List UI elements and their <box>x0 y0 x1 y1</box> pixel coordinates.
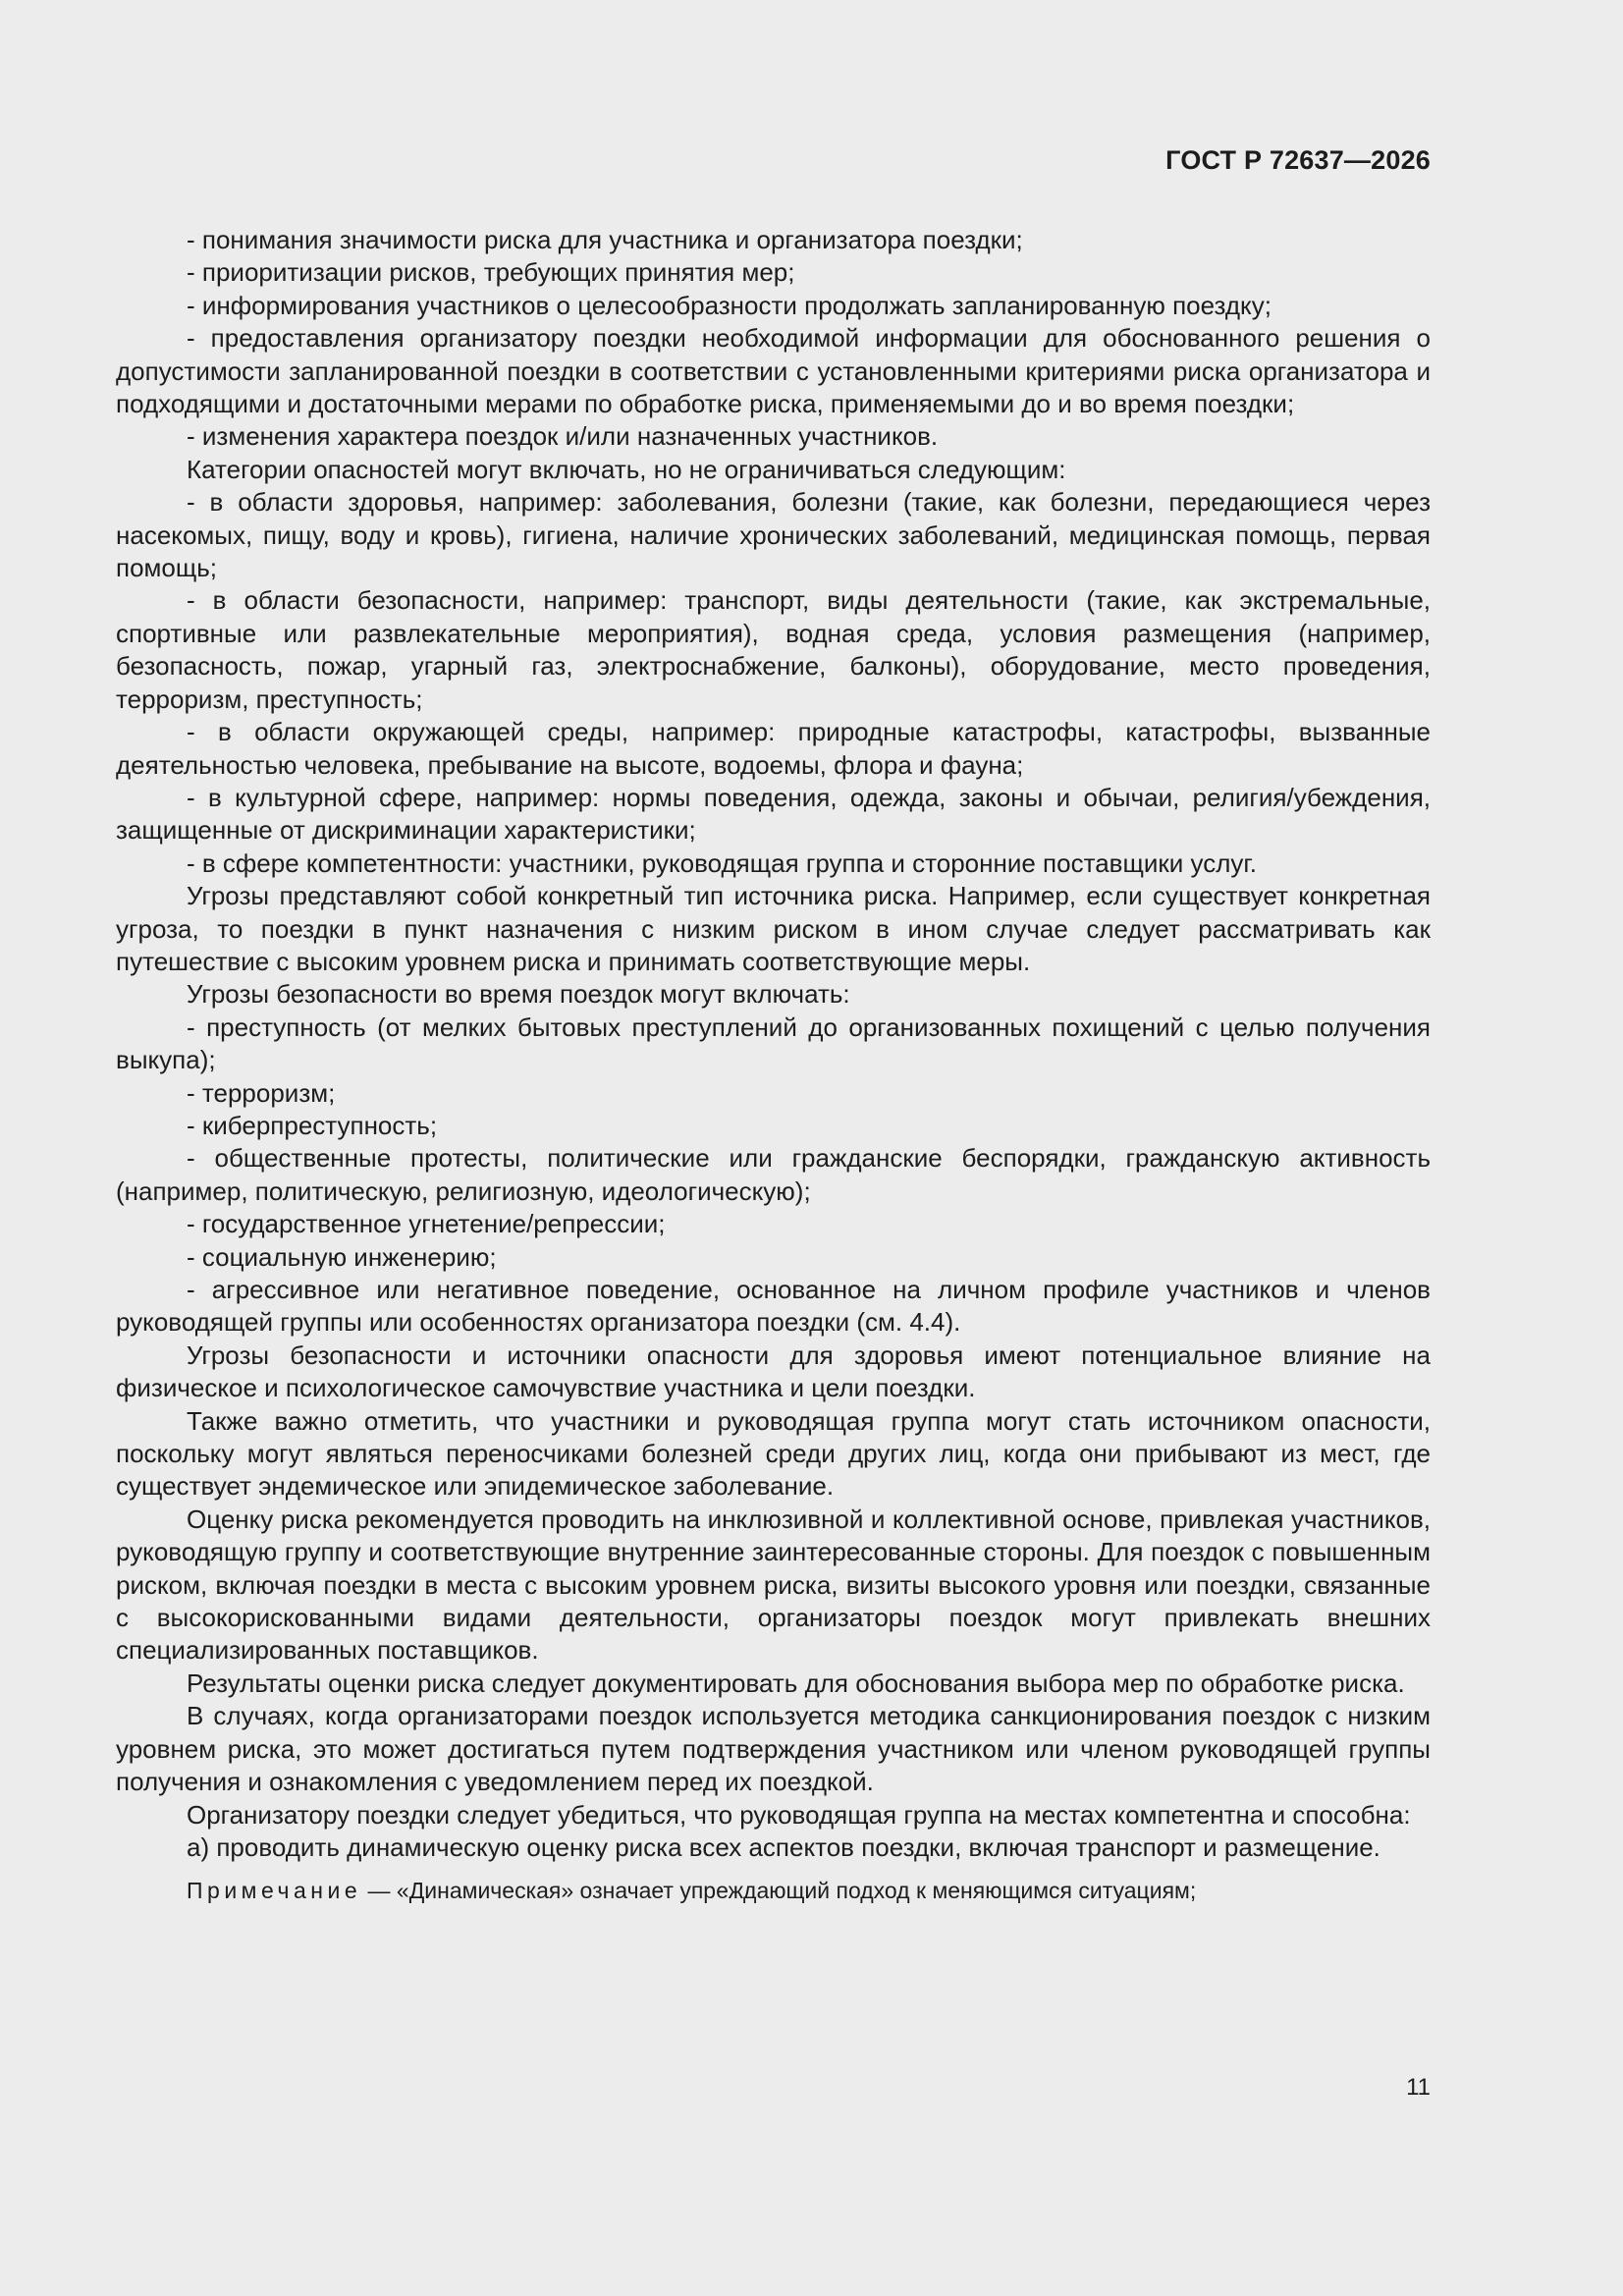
paragraph: - преступность (от мелких бытовых преступлений до организованных похищений с целью получения выкупа); <box>116 1011 1431 1075</box>
paragraph: - государственное угнетение/репрессии; <box>187 1209 666 1239</box>
paragraph: - социальную инженерию; <box>187 1241 497 1272</box>
paragraph: Угрозы безопасности и источники опасности для здоровья имеют потенциальное влияние на физическое и психологическое самочувствие участника и цели поездки. <box>116 1339 1431 1403</box>
paragraph: - в области здоровья, например: заболевания, болезни (такие, как болезни, передающиеся через насекомых, пищу, воду и кровь), гигиена, наличие хронических заболеваний, медицинская помощь, первая помощь; <box>116 487 1431 583</box>
paragraph: Угрозы безопасности во время поездок могут включать: <box>187 979 850 1010</box>
paragraph: Также важно отметить, что участники и руководящая группа могут стать источником опасности, поскольку могут являться переносчиками болезней среди других лиц, когда они прибывают из мест, где существует эндемическое или эпидемическое заболевание. <box>116 1405 1431 1502</box>
paragraph: - агрессивное или негативное поведение, основанное на личном профиле участников и членов руководящей группы или особенностях организатора поездки (см. 4.4). <box>116 1275 1431 1338</box>
paragraph: Организатору поездки следует убедиться, что руководящая группа на местах компетентна и способна: <box>187 1799 1411 1830</box>
note-text: — «Динамическая» означает упреждающий подход к меняющимся ситуациям; <box>361 1878 1197 1904</box>
paragraph: - в сфере компетентности: участники, руководящая группа и сторонние поставщики услуг. <box>187 847 1257 878</box>
paragraph: - киберпреступность; <box>187 1110 438 1140</box>
note <box>116 1876 1431 1905</box>
note-label: Примечание <box>187 1878 362 1904</box>
paragraph: - в области безопасности, например: транспорт, виды деятельности (такие, как экстремальные, спортивные или развлекательные мероприятия), водная среда, условия размещения (например, безопасность, пожар, угарный газ, электроснабжение, балконы), оборудование, место проведения, терроризм, преступность; <box>116 585 1431 714</box>
page-number: 11 <box>1406 2074 1431 2101</box>
paragraph: а) проводить динамическую оценку риска всех аспектов поездки, включая транспорт и размещение. <box>187 1831 1380 1862</box>
paragraph: Оценку риска рекомендуется проводить на инклюзивной и коллективной основе, привлекая участников, руководящую группу и соответствующие внутренние заинтересованные стороны. Для поездок с повышенным риском, включая поездки в места с высоким уровнем риска, визиты высокого уровня или поездки, связанные с высокорискованными видами деятельности, организаторы поездок могут привлекать внешних специализированных поставщиков. <box>116 1503 1431 1666</box>
paragraph: - изменения характера поездок и/или назначенных участников. <box>187 421 939 452</box>
paragraph: - общественные протесты, политические или гражданские беспорядки, гражданскую активность (например, политическую, религиозную, идеологическую); <box>116 1143 1431 1206</box>
paragraph: - информирования участников о целесообразности продолжать запланированную поездку; <box>187 290 1271 320</box>
paragraph: В случаях, когда организаторами поездок используется методика санкционирования поездок с низким уровнем риска, это может достигаться путем подтверждения участником или членом руководящей группы получения и ознакомления с уведомлением перед их поездкой. <box>116 1701 1431 1797</box>
paragraph: - терроризм; <box>187 1077 336 1108</box>
paragraph: - предоставления организатору поездки необходимой информации для обоснованного решения о допустимости запланированной поездки в соответствии с установленными критериями риска организатора и подходящими и достаточными мерами по обработке риска, применяемыми до и во время поездки; <box>116 323 1431 419</box>
paragraph: Категории опасностей могут включать, но не ограничиваться следующим: <box>187 454 1066 484</box>
document-body <box>116 224 1431 1905</box>
paragraph: - в области окружающей среды, например: природные катастрофы, катастрофы, вызванные деятельностью человека, пребывание на высоте, водоемы, флора и фауна; <box>116 717 1431 780</box>
paragraph: - в культурной сфере, например: нормы поведения, одежда, законы и обычаи, религия/убеждения, защищенные от дискриминации характеристики; <box>116 782 1431 846</box>
paragraph: - понимания значимости риска для участника и организатора поездки; <box>187 225 1023 254</box>
paragraph: Результаты оценки риска следует документировать для обоснования выбора мер по обработке риска. <box>187 1667 1405 1698</box>
document-number-header: ГОСТ Р 72637—2026 <box>1165 145 1431 175</box>
paragraph: Угрозы представляют собой конкретный тип источника риска. Например, если существует конкретная угроза, то поездки в пункт назначения с низким риском в ином случае следует рассматривать как путешествие с высоким уровнем риска и принимать соответствующие меры. <box>116 881 1431 976</box>
paragraph: - приоритизации рисков, требующих принятия мер; <box>187 257 795 288</box>
